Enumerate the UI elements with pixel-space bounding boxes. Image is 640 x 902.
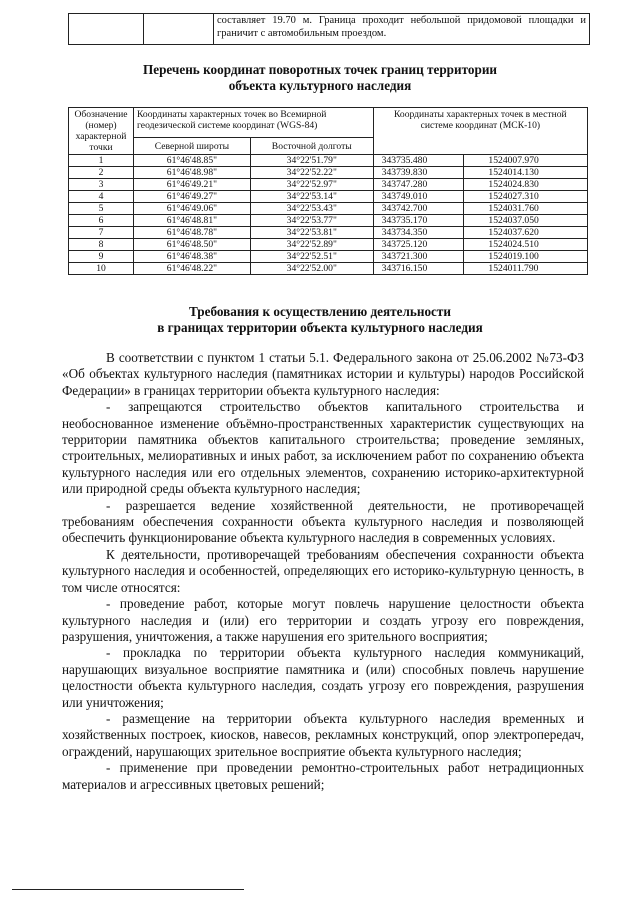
cell-y: 1524019.100 [464, 251, 588, 263]
cell-latitude: 61°46'48.78" [134, 227, 251, 239]
cell-point-number: 6 [69, 215, 134, 227]
cell-x: 343742.700 [373, 203, 464, 215]
paragraph-contrary-activities: К деятельности, противоречащей требованиям обеспечения сохранности объекта культурного наследия и особенностей, определяющих его историко-культурную ценность, в том числе относятся: [62, 546, 584, 595]
paragraph-prohibited: - запрещаются строительство объектов капитального строительства и необоснованное изменение объёмно-пространственных характеристик существующих на территории памятника объектов капитального строительства; проведение земляных, строительных, мелиоративных и иных работ, за исключением работ по сохранению объекта культурного наследия или его отдельных элементов, сохранению историко-архитектурной или природной среды объекта культурного наследия; [62, 399, 584, 497]
cell-x: 343747.280 [373, 179, 464, 191]
table-row [69, 191, 588, 203]
cell-point-number: 10 [69, 263, 134, 275]
cell-latitude: 61°46'48.81" [134, 215, 251, 227]
table-row [69, 203, 588, 215]
cell-longitude: 34°22'52.97" [250, 179, 373, 191]
cell-point-number: 7 [69, 227, 134, 239]
cell-latitude: 61°46'49.21" [134, 179, 251, 191]
coordinates-title-line2: объекта культурного наследия [228, 78, 412, 93]
table-row [69, 167, 588, 179]
cell-y: 1524024.830 [464, 179, 588, 191]
cell-latitude: 61°46'48.22" [134, 263, 251, 275]
top-table-fragment [68, 13, 590, 45]
cell-x: 343749.010 [373, 191, 464, 203]
paragraph-temporary-structures: - размещение на территории объекта культурного наследия временных и хозяйственных построек, киосков, навесов, рекламных конструкций, опор электропередач, ограждений, нарушающих зрительное восприятие объекта культурного наследия; [62, 710, 584, 759]
cell-longitude: 34°22'52.00" [250, 263, 373, 275]
paragraph-permitted: - разрешается ведение хозяйственной деятельности, не противоречащей требованиям обеспечения сохранности объекта культурного наследия и позволяющей обеспечить функционирование объекта культурного наследия в современных условиях. [62, 497, 584, 546]
requirements-body [62, 350, 584, 793]
cell-point-number: 5 [69, 203, 134, 215]
cell-y: 1524031.760 [464, 203, 588, 215]
cell-y: 1524011.790 [464, 263, 588, 275]
cell-latitude: 61°46'48.38" [134, 251, 251, 263]
header-east-longitude: Восточной долготы [250, 138, 373, 155]
cell-x: 343716.150 [373, 263, 464, 275]
paragraph-materials: - применение при проведении ремонтно-строительных работ нетрадиционных материалов и агрессивных цветовых решений; [62, 760, 584, 792]
requirements-title-line2: в границах территории объекта культурного наследия [157, 320, 483, 335]
cell-latitude: 61°46'49.06" [134, 203, 251, 215]
cell-point-number: 1 [69, 155, 134, 167]
cell-point-number: 2 [69, 167, 134, 179]
cell-y: 1524014.130 [464, 167, 588, 179]
cell-x: 343735.480 [373, 155, 464, 167]
cell-point-number: 8 [69, 239, 134, 251]
requirements-title [60, 304, 580, 336]
cell-point-number: 4 [69, 191, 134, 203]
cell-longitude: 34°22'51.79" [250, 155, 373, 167]
table-row [69, 263, 588, 275]
cell-latitude: 61°46'48.98" [134, 167, 251, 179]
cell-point-number: 9 [69, 251, 134, 263]
footnote-separator [12, 889, 244, 890]
cell-latitude: 61°46'49.27" [134, 191, 251, 203]
cell-y: 1524007.970 [464, 155, 588, 167]
cell-latitude: 61°46'48.50" [134, 239, 251, 251]
cell-x: 343725.120 [373, 239, 464, 251]
coordinates-table-body [69, 155, 588, 275]
cell-longitude: 34°22'52.89" [250, 239, 373, 251]
cell-longitude: 34°22'53.14" [250, 191, 373, 203]
cell-x: 343735.170 [373, 215, 464, 227]
requirements-title-line1: Требования к осуществлению деятельности [188, 304, 451, 319]
cell-longitude: 34°22'53.77" [250, 215, 373, 227]
header-msk10: Координаты характерных точек в местной системе координат (МСК-10) [373, 108, 587, 155]
header-wgs84: Координаты характерных точек во Всемирной геодезической системе координат (WGS-84) [134, 108, 374, 138]
top-table-cell-text: составляет 19.70 м. Граница проходит небольшой придомовой площадки и граничит с автомобильным проездом. [214, 14, 590, 45]
cell-x: 343721.300 [373, 251, 464, 263]
cell-y: 1524024.510 [464, 239, 588, 251]
cell-point-number: 3 [69, 179, 134, 191]
table-row [69, 179, 588, 191]
table-row [69, 239, 588, 251]
cell-longitude: 34°22'52.51" [250, 251, 373, 263]
top-table-cell-empty [144, 14, 214, 45]
cell-longitude: 34°22'53.43" [250, 203, 373, 215]
paragraph-communications: - прокладка по территории объекта культурного наследия коммуникаций, нарушающих визуальное восприятие памятника и (или) способных повлечь нарушение целостности объекта культурного наследия, создать угрозу его повреждения, разрушения или уничтожения; [62, 645, 584, 710]
table-row [69, 155, 588, 167]
table-row [69, 215, 588, 227]
cell-y: 1524037.620 [464, 227, 588, 239]
table-row [69, 251, 588, 263]
header-north-latitude: Северной широты [134, 138, 251, 155]
paragraph-intro: В соответствии с пунктом 1 статьи 5.1. Федерального закона от 25.06.2002 №73-ФЗ «Об объектах культурного наследия (памятниках истории и культуры) народов Российской Федерации» в границах территории объекта культурного наследия: [62, 350, 584, 398]
cell-y: 1524027.310 [464, 191, 588, 203]
cell-longitude: 34°22'53.81" [250, 227, 373, 239]
table-row [69, 227, 588, 239]
cell-x: 343734.350 [373, 227, 464, 239]
cell-longitude: 34°22'52.22" [250, 167, 373, 179]
cell-y: 1524037.050 [464, 215, 588, 227]
coordinates-table [68, 107, 588, 275]
top-table-cell-empty [69, 14, 144, 45]
coordinates-title [60, 62, 580, 94]
coordinates-title-line1: Перечень координат поворотных точек границ территории [142, 62, 498, 77]
cell-x: 343739.830 [373, 167, 464, 179]
cell-latitude: 61°46'48.85" [134, 155, 251, 167]
paragraph-works: - проведение работ, которые могут повлечь нарушение целостности объекта культурного наследия и (или) его территории и создать угрозу его повреждения, разрушения, уничтожения, а также нарушения его зрительного восприятия; [62, 596, 584, 644]
header-point-number: Обозначение (номер) характерной точки [69, 108, 134, 155]
